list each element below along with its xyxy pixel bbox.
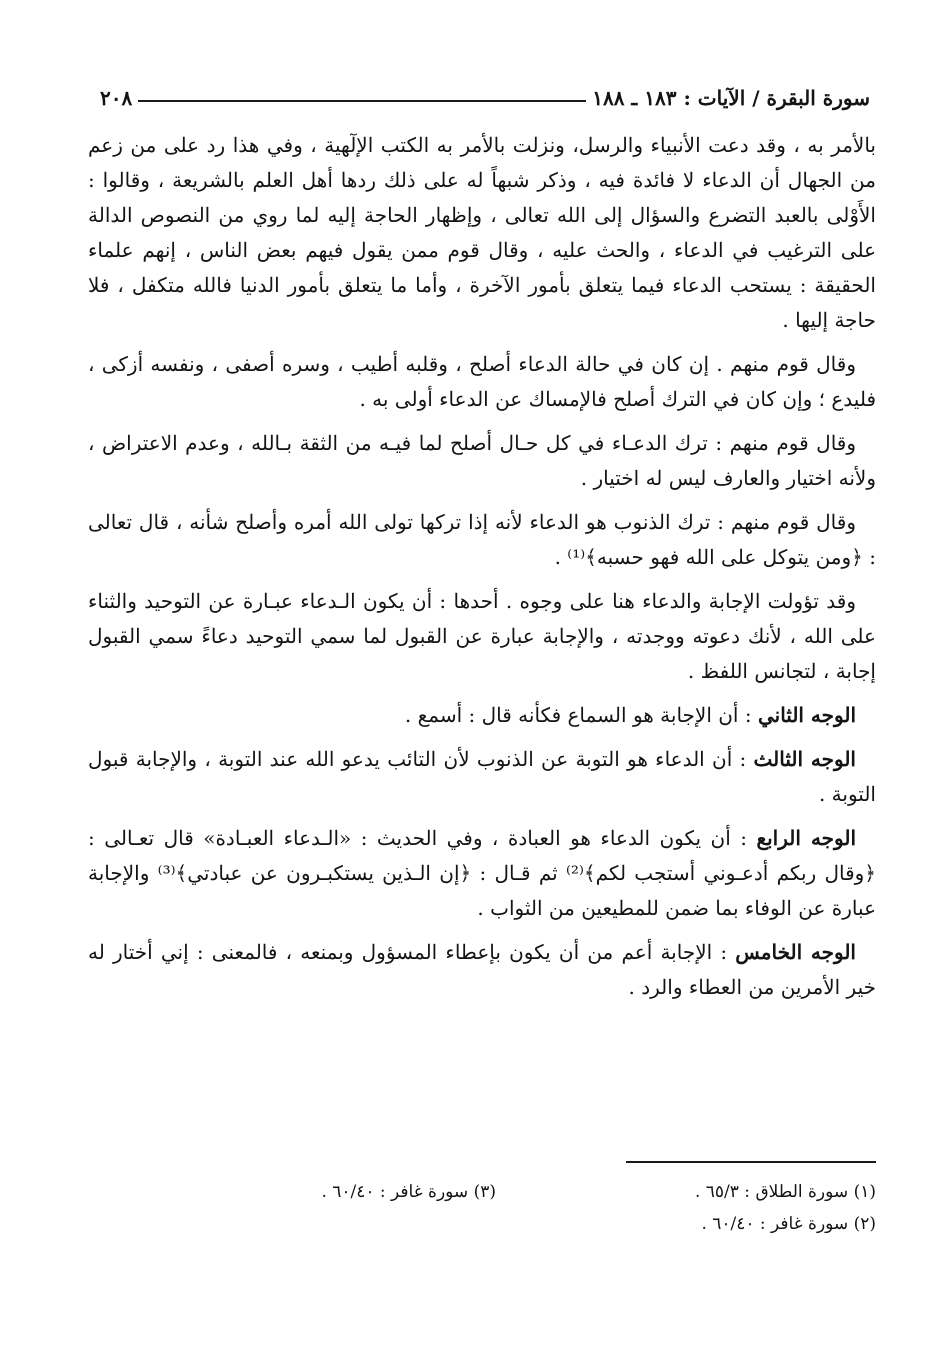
paragraph-6-heading: الوجه الثاني [757,703,856,727]
body-text [88,128,876,1005]
paragraph-6-text: : أن الإجابة هو السماع فكأنه قال : أسمع . [404,703,758,727]
paragraph-5 [88,584,876,689]
paragraph-7-heading: الوجه الثالث [753,747,856,771]
paragraph-9-text: : الإجابة أعم من أن يكون بإعطاء المسؤول وبمنعه ، فالمعنى : إني أختار له خير الأمرين من العطاء والرد . [88,940,876,999]
footnote-3: (٣) سورة غافر : ٦٠/٤٠ . [321,1182,496,1202]
paragraph-9-heading: الوجه الخامس [735,940,856,964]
footnote-2: (٢) سورة غافر : ٦٠/٤٠ . [701,1214,876,1234]
paragraph-8-heading: الوجه الرابع [756,826,857,850]
footnote-row [88,1176,876,1208]
paragraph-1-text: بالأمر به ، وقد دعت الأنبياء والرسل، ونزلت بالأمر به الكتب الإلٓهية ، وفي هذا رد على من زعم من الجهال أن الدعاء لا فائدة فيه ، وذكر شبهاً له على ذلك ردها أهل العلم بالشريعة ، وقالوا : الأَوْلى بالعبد التضرع والسؤال إلى الله تعالى ، وإظهار الحاجة إليه لما روي من النصوص الدالة على الترغيب في الدعاء ، والحث عليه ، وقال قوم ممن يقول فيهم بعض الناس ، إنهم علماء الحقيقة : يستحب الدعاء فيما يتعلق بأمور الآخرة ، وأما ما يتعلق بأمور الدنيا فالله متكفل ، فلا حاجة إليها . [88,133,876,332]
page-number: ٢٠٨ [100,86,133,110]
paragraph-8-text: : أن يكون الدعاء هو العبادة ، وفي الحديث : «الـدعاء العبـادة» قال تعـالى : ﴿وقال ربكم أدعـوني أستجب لكم﴾⁽²⁾ ثم قـال : ﴿إن الـذين يستكبـرون عن عبادتي﴾⁽³⁾ والإجابة عبارة عن الوفاء بما ضمن للمطيعين من الثواب . [88,826,877,920]
book-page [88,76,876,1306]
footnotes [88,1176,876,1240]
page-header [88,76,876,110]
paragraph-6 [88,698,876,733]
paragraph-4-text: وقال قوم منهم : ترك الذنوب هو الدعاء لأنه إذا تركها تولى الله أمره وأصلح شأنه ، قال تعالى : ﴿ومن يتوكل على الله فهو حسبه﴾⁽¹⁾ . [88,510,876,569]
paragraph-2 [88,347,876,417]
paragraph-7-text: : أن الدعاء هو التوبة عن الذنوب لأن التائب يدعو الله عند التوبة ، والإجابة قبول التوبة . [88,747,876,806]
header-rule [138,100,586,102]
paragraph-5-text: وقد تؤولت الإجابة والدعاء هنا على وجوه . أحدها : أن يكون الـدعاء عبـارة عن التوحيد والثناء على الله ، لأنك دعوته ووجدته ، والإجابة عبارة عن القبول لما سمي التوحيد دعاءً سمي القبول إجابة ، لتجانس اللفظ . [88,589,876,683]
footnote-rule [626,1161,876,1163]
paragraph-8 [88,821,876,926]
paragraph-7 [88,742,876,812]
paragraph-3-text: وقال قوم منهم : ترك الدعـاء في كل حـال أصلح لما فيـه من الثقة بـالله ، وعدم الاعتراض ، ولأنه اختيار والعارف ليس له اختيار . [88,431,876,490]
footnote-row [88,1208,876,1240]
footnote-1: (١) سورة الطلاق : ٦٥/٣ . [694,1182,876,1202]
running-title: سورة البقرة / الآيات : ١٨٣ ـ ١٨٨ [592,86,870,110]
paragraph-2-text: وقال قوم منهم . إن كان في حالة الدعاء أصلح ، وقلبه أطيب ، وسره أصفى ، ونفسه أزكى ، فليدع ؛ وإن كان في الترك أصلح فالإمساك عن الدعاء أولى به . [88,352,876,411]
paragraph-3 [88,426,876,496]
paragraph-1 [88,128,876,338]
paragraph-9 [88,935,876,1005]
paragraph-4 [88,505,876,575]
